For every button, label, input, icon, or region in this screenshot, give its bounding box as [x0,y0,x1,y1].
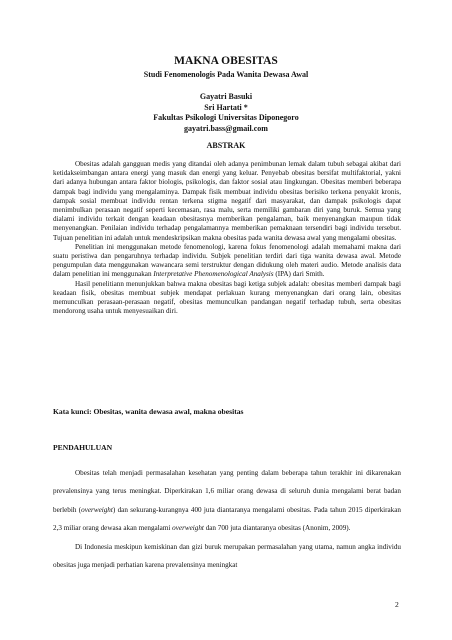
body-text: dan 700 juta diantaranya obesitas (Anonim, 2009). [203,524,351,533]
body-text: Obesitas telah menjadi permasalahan kesehatan yang penting dalam beberapa tahun terakhir ini dikarenakan prevalensinya yang terus meningkat. Diperkirakan 1,6 miliar orang dewasa di seluruh dunia mengalami berat badan berlebih ( [53,469,401,514]
page-number: 2 [395,600,399,609]
paper-subtitle: Studi Fenomenologis Pada Wanita Dewasa Awal [143,70,309,79]
abstract-heading: ABSTRAK [206,141,246,150]
paper-title: MAKNA OBESITAS [174,55,278,67]
author-block [0,92,452,134]
abstract-text: (IPA) dari Smith. [273,270,325,279]
introduction-body [53,464,401,574]
keywords: Kata kunci: Obesitas, wanita dewasa awal, makna obesitas [53,407,244,416]
abstract-text: Penelitian ini menggunakan metode fenomenologi, karena fokus fenomenologi adalah memahami makna dari suatu peristiwa dan pengaruhnya terhadap individu. Subjek penelitian terdiri dari tiga wanita dewasa awal. Metode pengumpulan data menggunakan wawancara semi terstruktur dengan didukung oleh materi audio. Metode analisis data dalam penelitian ini menggunakan [53,242,401,279]
section-heading: PENDAHULUAN [53,443,113,452]
abstract-paragraph: Hasil penelitiann menunjukkan bahwa makna obesitas bagi ketiga subjek adalah: obesitas memberi dampak bagi keadaan fisik, obesitas membuat subjek mendapat perlakuan kurang menyenangkan dari orang lain, obesitas memunculkan perasaan-perasaan negatif, obesitas memunculkan pandangan negatif terhadap tubuh, serta obesitas mendorong usaha untuk menyesuaikan diri. [53,279,401,316]
body-italic-term: overweight [81,505,113,514]
abstract [53,160,401,316]
abstract-paragraph [53,243,401,280]
body-italic-term: overweight [172,524,204,533]
author-name: Sri Hartati * [204,102,248,112]
author-name: Gayatri Basuki [199,92,253,101]
body-text: ) dan sekurang-kurangnya 400 juta diantaranya mengalami obesitas. Pada tahun 2015 diperkirakan 2,3 miliar orang dewasa akan mengalami [53,505,401,533]
abstract-italic-term: Interpretative Phenomenological Analysis [153,270,274,279]
body-paragraph [53,464,401,538]
author-email: gayatri.bass@gmail.com [184,123,268,133]
abstract-paragraph: Obesitas adalah gangguan medis yang ditandai oleh adanya penimbunan lemak dalam tubuh sebagai akibat dari ketidakseimbangan antara energi yang masuk dan energi yang keluar. Penyebab obesitas bersifat multifaktorial, yakni dari adanya hubungan antara faktor biologis, psikologis, dan faktor sosial atau lingkungan. Obesitas memberi beberapa dampak bagi individu yang mengalaminya. Dampak fisik membuat individu obesitas berisiko terkena penyakit kronis, dampak sosial membuat individu rentan terkena stigma negatif dari masyarakat, dan dampak psikologis dapat menimbulkan perasaan negatif seperti kecemasan, rasa malu, serta memiliki gambaran diri yang buruk. Semua yang dialami individu terkait dengan keadaan obesitasnya memberikan pengalaman, baik menyenangkan maupun tidak menyenangkan. Penilaian individu terhadap pengalamannya memberikan pemaknaan tersendiri bagi individu tersebut. Tujuan penelitian ini adalah untuk mendeskripsikan makna obesitas pada wanita dewasa awal yang mengalami obesitas. [53,160,401,242]
author-affiliation: Fakultas Psikologi Universitas Diponegoro [153,113,299,122]
body-paragraph: Di Indonesia meskipun kemiskinan dan gizi buruk merupakan permasalahan yang utama, namun angka individu obesitas juga menjadi perhatian karena prevalensinya meningkat [53,542,401,570]
